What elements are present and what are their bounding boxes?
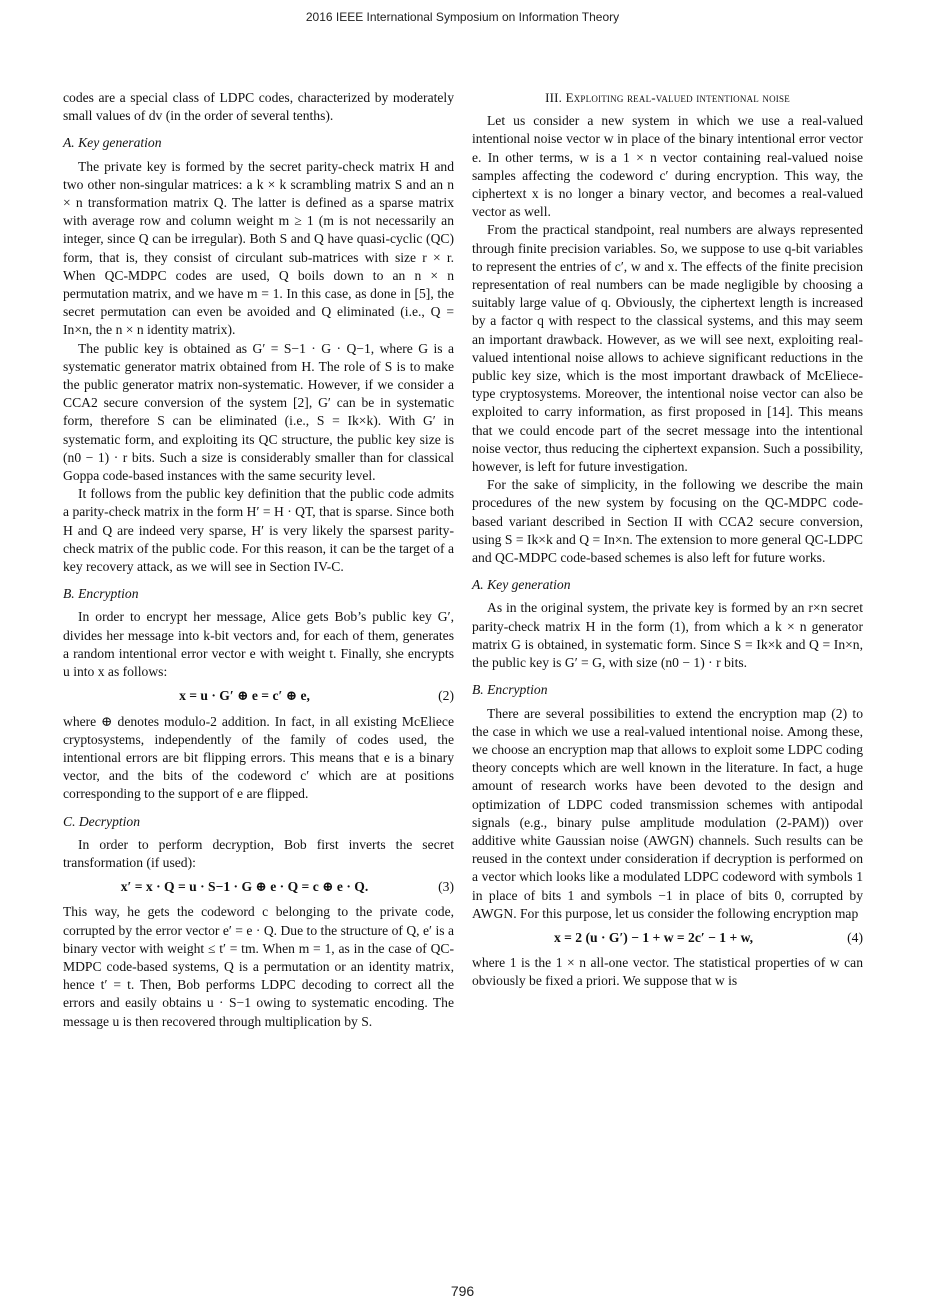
paragraph: This way, he gets the codeword c belonging to the private code, corrupted by the error vector e′ = e · Q. Due to the structure of Q, e′ is a binary vector with weight ≤ t′ = tm. When m = 1, as in the case of QC-MDPC code-based systems, Q is a permutation or an identity matrix, hence t′ = t. Then, Bob performs LDPC decoding to correct all the errors and easily obtains u · S−1 owing to systematic encoding. The message u is then recovered through multiplication by S. xyxy=(63,904,454,1029)
paragraph: where ⊕ denotes modulo-2 addition. In fact, in all existing McEliece cryptosystems, independently of the family of codes used, the intentional errors are bit flipping errors. This means that e is a binary vector, and the bits of the codeword c′ which are at positions corresponding to the support of e are flipped. xyxy=(63,713,454,802)
page-number: 796 xyxy=(450,1283,475,1299)
conference-header: 2016 IEEE International Symposium on Information Theory xyxy=(305,10,620,24)
equation-body: x = u · G′ ⊕ e = c′ ⊕ e, xyxy=(179,688,310,704)
paragraph: The private key is formed by the secret parity-check matrix H and two other non-singular matrices: a k × k scrambling matrix S and an n × n transformation matrix Q. The latter is defined as a sparse matrix with average row and column weight m ≥ 1 (m is not necessarily an integer, since Q can be irregular). Both S and Q have quasi-cyclic (QC) form, that is, they consist of circulant sub-matrices with size r × r. When QC-MDPC codes are used, Q boils down to an n × n permutation matrix, and we have m = 1. In this case, as done in [5], the secret permutation can even be avoided and Q eliminated (i.e., Q = In×n, the n × n identity matrix). xyxy=(63,158,454,338)
subsection-title-decryption: C. Decryption xyxy=(63,813,141,829)
equation-body: x = 2 (u · G′) − 1 + w = 2c′ − 1 + w, xyxy=(553,929,754,945)
equation-4 xyxy=(472,929,863,947)
paragraph: Let us consider a new system in which we use a real-valued intentional noise vector w in place of the binary intentional error vector e. In other terms, w is a 1 × n vector containing real-valued noise samples affecting the codeword c′ during encryption. This way, the ciphertext x is no longer a binary vector, and becomes a real-valued vector as well. xyxy=(472,113,863,220)
paragraph: In order to perform decryption, Bob first inverts the secret transformation (if used): xyxy=(63,836,454,870)
paragraph: There are several possibilities to extend the encryption map (2) to the case in which we use a real-valued intentional noise. Among these, we choose an encryption map that allows to exploit some LDPC coding theory concepts which are well known in the literature. In fact, a huge amount of research works have been devoted to the design and optimization of LDPC coded transmission schemes with antipodal signals (e.g., binary pulse amplitude modulation (2-PAM)) over additive white Gaussian noise (AWGN) channels. Such results can be reused in the context under consideration if decryption is performed on a vector which looks like a modulated LDPC codeword with symbols 1 in place of bits 1 and symbols −1 in place of bits 0, corrupted by AWGN. For this purpose, let us consider the following encryption map xyxy=(472,705,863,921)
paragraph: It follows from the public key definition that the public code admits a parity-check matrix in the form H′ = H · QT, that is sparse. Since both H and Q are indeed very sparse, H′ is very likely the sparsest parity-check matrix of the public code. For this reason, it can be the target of a key recovery attack, as we will see in Section IV-C. xyxy=(63,486,454,575)
subsection-title-key-generation: A. Key generation xyxy=(63,135,162,151)
equation-number: (3) xyxy=(438,879,454,895)
subsection-title-key-generation: A. Key generation xyxy=(472,577,571,593)
subsection-title-encryption: B. Encryption xyxy=(63,586,139,602)
equation-number: (4) xyxy=(847,929,863,945)
paragraph: From the practical standpoint, real numbers are always represented through finite precision variables. So, we suppose to use q-bit variables to represent the entries of c′, w and x. The effects of the finite precision representation of real numbers can be made negligible by choosing a suitably large value of q. Obviously, the ciphertext length is increased by a factor q with respect to the classical systems, and this may seem an important drawback. However, as we will see next, exploiting real-valued intentional noise allows to achieve significant reductions in the public key size, which is the most important drawback of McEliece-type cryptosystems. Moreover, the intentional noise vector can also be exploited to carry information, as first proposed in [14]. This means that we could encode part of the secret message into the intentional noise vector, thus reducing the ciphertext expansion. Such a possibility, however, is left for future investigation. xyxy=(472,222,863,475)
equation-3 xyxy=(63,878,454,896)
paragraph: The public key is obtained as G′ = S−1 · G · Q−1, where G is a systematic generator matrix obtained from H. The role of S is to make the public generator matrix non-systematic. However, if we consider a CCA2 secure conversion of the system [2], G′ can be in systematic form, therefore S can be eliminated (i.e., S = Ik×k). With G′ in systematic form, and exploiting its QC structure, the public key size is (n0 − 1) · r bits. Such a size is considerably smaller than for classical Goppa code-based instances with the same security level. xyxy=(63,340,454,484)
left-column xyxy=(63,89,454,1031)
subsection-title-encryption: B. Encryption xyxy=(472,682,548,698)
paragraph: For the sake of simplicity, in the following we describe the main procedures of the new system by focusing on the QC-MDPC code-based variant described in Section II with CCA2 secure conversion, using S = Ik×k and Q = In×n. The extension to more general QC-LDPC and QC-MDPC code-based schemes is also left for future works. xyxy=(472,477,863,566)
paragraph: In order to encrypt her message, Alice gets Bob’s public key G′, divides her message into k-bit vectors and, for each of them, generates a random intentional error vector e with weight t. Finally, she encrypts u into x as follows: xyxy=(63,609,454,680)
equation-body: x′ = x · Q = u · S−1 · G ⊕ e · Q = c ⊕ e · Q. xyxy=(120,879,369,895)
equation-number: (2) xyxy=(438,688,454,704)
paragraph: where 1 is the 1 × n all-one vector. The statistical properties of w can obviously be fixed a priori. We suppose that w is xyxy=(472,955,863,989)
right-column xyxy=(472,89,863,991)
paragraph: As in the original system, the private key is formed by an r×n secret parity-check matrix H in the form (1), from which a k × n generator matrix G is obtained, in systematic form. Since S = Ik×k and Q = In×n, the public key is G′ = G, with size (n0 − 1) · r bits. xyxy=(472,600,863,671)
equation-2 xyxy=(63,687,454,705)
paragraph: codes are a special class of LDPC codes, characterized by moderately small values of dv (in the order of several tenths). xyxy=(63,90,454,124)
section-title: III. Exploiting real-valued intentional noise xyxy=(545,90,790,105)
